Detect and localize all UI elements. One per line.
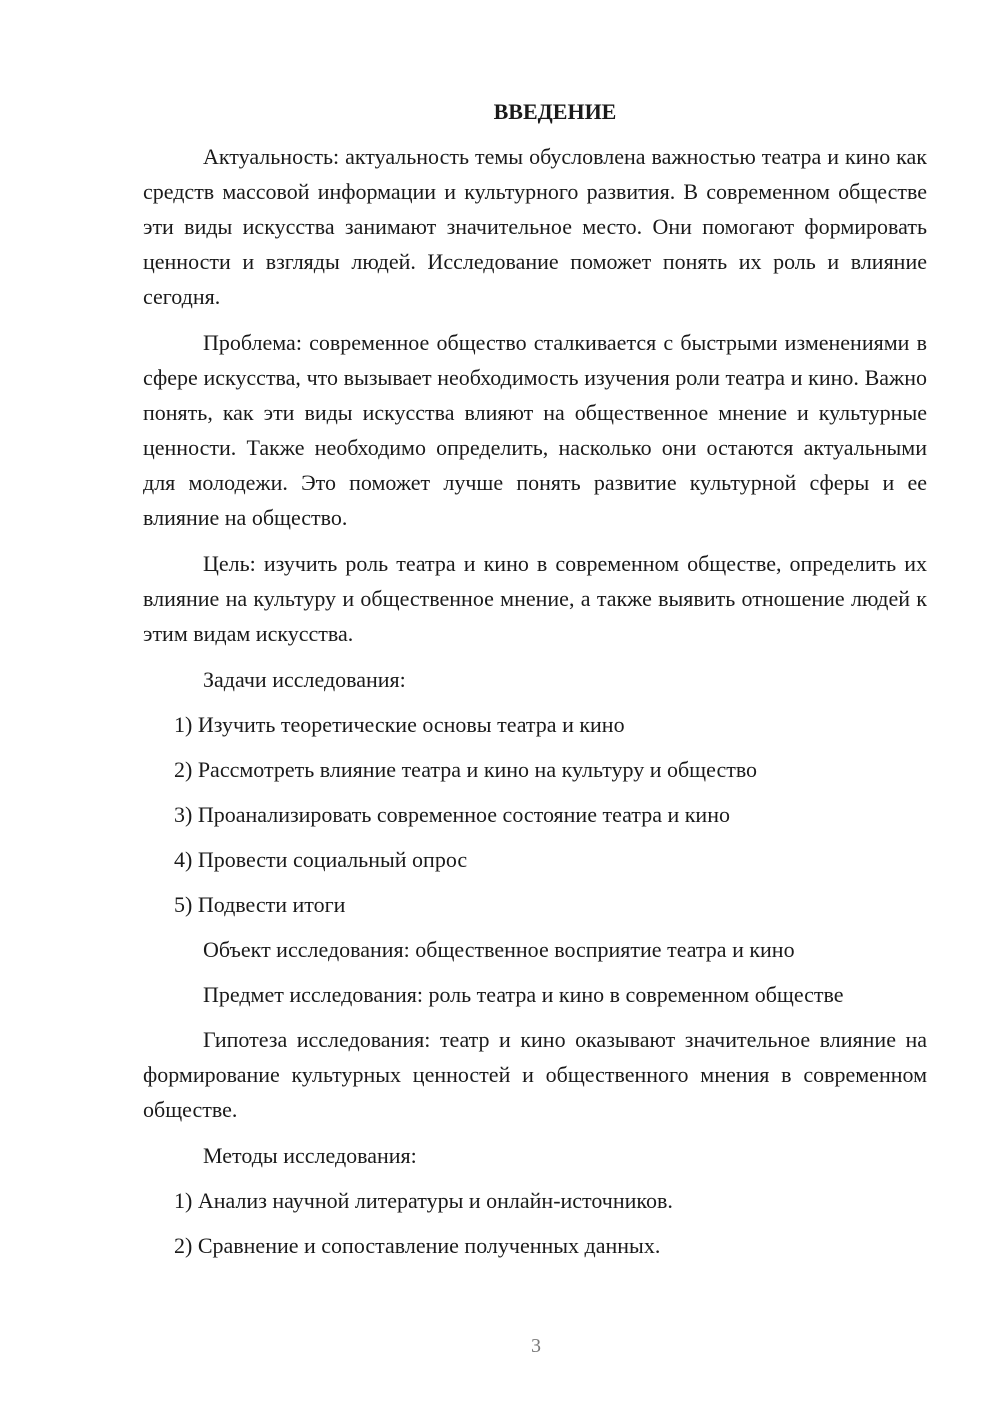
list-item: 1) Изучить теоретические основы театра и кино <box>174 712 625 737</box>
tasks-heading: Задачи исследования: <box>203 667 406 692</box>
page-number: 3 <box>531 1335 541 1357</box>
list-item: 2) Сравнение и сопоставление полученных данных. <box>174 1233 661 1258</box>
list-item: 4) Провести социальный опрос <box>174 847 468 872</box>
list-item: 1) Анализ научной литературы и онлайн-источников. <box>174 1188 673 1213</box>
tasks-list <box>143 707 927 922</box>
document-body <box>143 94 927 1273</box>
methods-heading: Методы исследования: <box>203 1143 417 1168</box>
subject-paragraph: Предмет исследования: роль театра и кино в современном обществе <box>203 982 844 1007</box>
list-item: 3) Проанализировать современное состояние театра и кино <box>174 802 730 827</box>
problem-paragraph: Проблема: современное общество сталкивается с быстрыми изменениями в сфере искусства, что вызывает необходимость изучения роли театра и кино. Важно понять, как эти виды искусства влияют на общественное мнение и культурные ценности. Также необходимо определить, насколько они остаются актуальными для молодежи. Это поможет лучше понять развитие культурной сферы и ее влияние на общество. <box>143 330 927 530</box>
methods-list <box>143 1183 927 1263</box>
page-title: ВВЕДЕНИЕ <box>493 99 617 124</box>
goal-paragraph: Цель: изучить роль театра и кино в современном обществе, определить их влияние на культуру и общественное мнение, а также выявить отношение людей к этим видам искусства. <box>143 551 927 646</box>
hypothesis-paragraph: Гипотеза исследования: театр и кино оказывают значительное влияние на формирование культурных ценностей и общественного мнения в современном обществе. <box>143 1027 927 1122</box>
relevance-paragraph: Актуальность: актуальность темы обусловлена важностью театра и кино как средств массовой информации и культурного развития. В современном обществе эти виды искусства занимают значительное место. Они помогают формировать ценности и взгляды людей. Исследование поможет понять их роль и влияние сегодня. <box>143 144 927 309</box>
list-item: 5) Подвести итоги <box>174 892 346 917</box>
list-item: 2) Рассмотреть влияние театра и кино на культуру и общество <box>174 757 758 782</box>
object-paragraph: Объект исследования: общественное восприятие театра и кино <box>203 937 795 962</box>
